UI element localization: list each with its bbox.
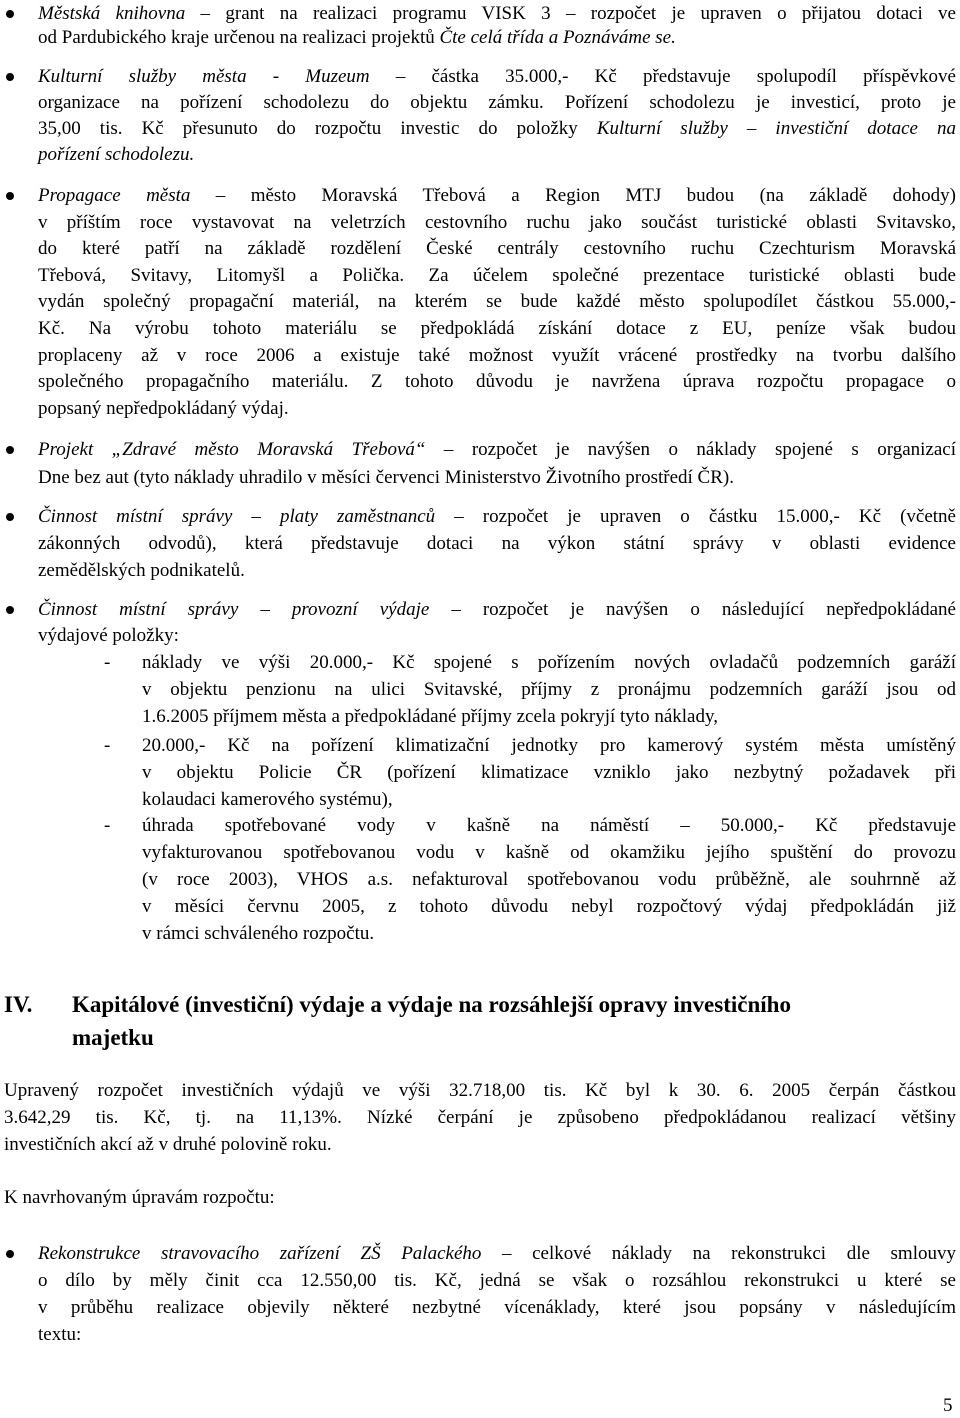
text-segment: – částka 35.000,- Kč představuje spolupodíl příspěvkové — [369, 66, 956, 87]
italic-segment: Kulturní služby – investiční dotace na — [596, 118, 956, 139]
text-segment: 35,00 tis. Kč přesunuto do rozpočtu investic do položky — [38, 118, 597, 139]
line — [38, 532, 956, 556]
line — [38, 397, 956, 421]
text-segment: v průběhu realizace objevily některé nezbytné vícenáklady, které jsou popsány v následujícím — [38, 1297, 956, 1318]
text-segment: textu: — [38, 1324, 82, 1345]
line — [38, 559, 956, 583]
line — [38, 26, 956, 50]
paragraph-line: 3.642,29 tis. Kč, tj. na 11,13%. Nízké čerpání je způsobeno předpokládanou realizací většiny — [4, 1107, 956, 1128]
line — [38, 1296, 956, 1320]
text-segment: v příštím roce vystavovat na veletrzích cestovního ruchu jako součást turistické oblasti Svitavsko, — [38, 211, 956, 233]
line: v objektu penzionu na ulici Svitavské, příjmy z pronájmu podzemních garáží jsou od — [142, 679, 956, 700]
line — [38, 344, 956, 368]
text-segment: popsaný nepředpokládaný výdaj. — [38, 397, 289, 419]
line — [38, 65, 956, 89]
line: 1.6.2005 příjmem města a předpokládané příjmy zcela pokryjí tyto náklady, — [142, 706, 718, 727]
text-segment: proplaceny až v roce 2006 a existuje také možnost využít vrácené prostředky na tvorbu dalšího — [38, 344, 956, 366]
text-segment: od Pardubického kraje určenou na realizaci projektů — [38, 27, 440, 48]
line — [38, 438, 956, 462]
intro-text: K navrhovaným úpravám rozpočtu: — [4, 1187, 275, 1208]
line — [38, 211, 956, 235]
text-segment: – město Moravská Třebová a Region MTJ budou (na základě dohody) — [190, 185, 956, 206]
italic-segment: Činnost místní správy – platy zaměstnanců — [38, 506, 436, 527]
italic-segment: Činnost místní správy – provozní výdaje — [38, 599, 430, 620]
text-segment: vydán společný propagační materiál, na kterém se bude každé město spolupodílet částkou 55.000,- — [38, 291, 956, 313]
text-segment: výdajové položky: — [38, 625, 179, 646]
line: v měsíci červnu 2005, z tohoto důvodu nebyl rozpočtový výdaj předpokládán již — [142, 896, 956, 917]
dash-marker: - — [104, 652, 111, 673]
line — [38, 598, 956, 622]
text-segment: – rozpočet je upraven o částku 15.000,- Kč (včetně — [435, 506, 956, 527]
text-segment: – grant na realizaci programu VISK 3 – rozpočet je upraven o přijatou dotaci ve — [185, 3, 956, 24]
line — [38, 264, 956, 288]
section-heading-line-2: majetku — [72, 1025, 154, 1050]
line: 20.000,- Kč na pořízení klimatizační jednotky pro kamerový systém města umístěný — [142, 735, 956, 756]
line: kolaudaci kamerového systému), — [142, 789, 393, 810]
line — [38, 143, 956, 167]
section-number: IV. — [4, 992, 33, 1017]
line: (v roce 2003), VHOS a.s. nefakturoval spotřebovanou vodu průběžně, ale souhrnně až — [142, 869, 956, 890]
bullet-icon — [6, 1250, 14, 1258]
line — [38, 1269, 956, 1293]
bullet-icon — [6, 192, 14, 200]
text-segment: – celkové náklady na rekonstrukci dle smlouvy — [481, 1243, 956, 1264]
italic-segment: pořízení schodolezu. — [38, 144, 195, 165]
line: úhrada spotřebované vody v kašně na náměstí – 50.000,- Kč představuje — [142, 815, 956, 836]
line — [38, 505, 956, 529]
bullet-icon — [6, 10, 14, 18]
italic-segment: Čte celá třída a Poznáváme se. — [439, 27, 676, 48]
italic-segment: Kulturní služby města - Muzeum — [38, 66, 370, 87]
text-segment: organizace na pořízení schodolezu do objektu zámku. Pořízení schodolezu je investicí, proto je — [38, 92, 956, 113]
text-segment: Třebová, Svitavy, Litomyšl a Polička. Za účelem společné prezentace turistické oblasti bude — [38, 264, 956, 286]
section-heading-line-1: Kapitálové (investiční) výdaje a výdaje na rozsáhlejší opravy investičního — [72, 992, 791, 1017]
italic-segment: Propagace města — [38, 185, 191, 206]
text-segment: zemědělských podnikatelů. — [38, 560, 245, 581]
line — [38, 2, 956, 26]
line — [38, 466, 956, 490]
paragraph-line: Upravený rozpočet investičních výdajů ve výši 32.718,00 tis. Kč byl k 30. 6. 2005 čerpán částkou — [4, 1080, 956, 1101]
line: náklady ve výši 20.000,- Kč spojené s pořízením nových ovladačů podzemních garáží — [142, 652, 956, 673]
text-segment: Kč. Na výrobu tohoto materiálu se předpokládá získání dotace z EU, peníze však budou — [38, 318, 956, 339]
line — [38, 370, 956, 394]
line — [38, 1323, 956, 1347]
text-segment: – rozpočet je navýšen o následující nepředpokládané — [429, 599, 956, 620]
line — [38, 117, 956, 141]
line — [38, 317, 956, 341]
bullet-icon — [6, 606, 14, 614]
text-segment: Dne bez aut (tyto náklady uhradilo v měsíci červenci Ministerstvo Životního prostředí ČR). — [38, 467, 734, 488]
italic-segment: Městská knihovna — [38, 3, 186, 24]
text-segment: do které patří na základě rozdělení České centrály cestovního ruchu Czechturism Moravská — [38, 238, 956, 260]
bullet-icon — [6, 73, 14, 81]
line — [38, 1242, 956, 1266]
bullet-icon — [6, 446, 14, 454]
line — [38, 91, 956, 115]
text-segment: o dílo by měly činit cca 12.550,00 tis. Kč, jedná se však o rozsáhlou rekonstrukci u které se — [38, 1270, 956, 1291]
line — [38, 290, 956, 314]
bullet-icon — [6, 513, 14, 521]
dash-marker: - — [104, 815, 111, 836]
line — [38, 237, 956, 261]
text-segment: – rozpočet je navýšen o náklady spojené s organizací — [425, 439, 956, 460]
line: v objektu Policie ČR (pořízení klimatizace vzniklo jako nezbytný požadavek při — [142, 762, 956, 783]
dash-marker: - — [104, 735, 111, 756]
italic-segment: Rekonstrukce stravovacího zařízení ZŠ Palackého — [38, 1243, 482, 1264]
line: vyfakturovanou spotřebovanou vodu v kašně od okamžiku jejího spuštění do provozu — [142, 842, 956, 863]
page-number: 5 — [943, 1395, 953, 1416]
paragraph-line: investičních akcí až v druhé polovině roku. — [4, 1134, 332, 1155]
italic-segment: Projekt „Zdravé město Moravská Třebová“ — [38, 439, 426, 460]
line: v rámci schváleného rozpočtu. — [142, 923, 375, 944]
text-segment: zákonných odvodů), která představuje dotaci na výkon státní správy v oblasti evidence — [38, 533, 956, 554]
line — [38, 184, 956, 208]
text-segment: společného propagačního materiálu. Z tohoto důvodu je navržena úprava rozpočtu propagace o — [38, 371, 956, 393]
line — [38, 624, 956, 648]
